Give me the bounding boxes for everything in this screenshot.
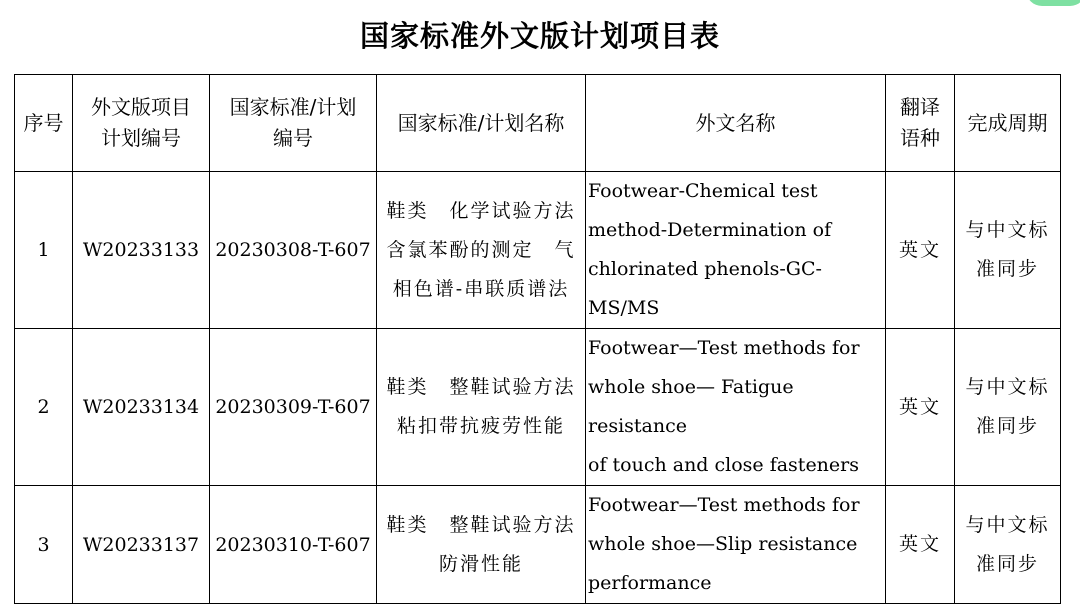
std-name-line: 粘扣带抗疲劳性能 (396, 415, 565, 437)
cell-plan-no: W20233137 (73, 486, 210, 604)
corner-decoration (1026, 0, 1080, 6)
period-line: 与中文标 (965, 219, 1050, 241)
header-std-no-line2: 编号 (273, 126, 313, 150)
period-line: 准同步 (975, 552, 1039, 575)
cell-std-no: 20230308-T-607 (210, 172, 377, 329)
cell-language: 英文 (886, 486, 955, 604)
cell-std-name (377, 329, 586, 486)
table-row (15, 329, 1061, 486)
header-seq-label: 序号 (23, 110, 64, 135)
cell-plan-no: W20233133 (73, 172, 210, 329)
header-foreign-name (586, 75, 886, 172)
foreign-name-line: method-Determination of (588, 219, 832, 241)
period-line: 准同步 (975, 415, 1039, 437)
header-language (886, 75, 955, 172)
header-std-name-label: 国家标准/计划名称 (397, 110, 565, 135)
header-language-line1: 翻译 (900, 95, 940, 119)
header-language-line2: 语种 (900, 126, 940, 150)
std-name-line: 鞋类 整鞋试验方法 (386, 376, 576, 398)
foreign-name-line: whole shoe— Fatigue resistance (588, 376, 794, 437)
header-std-no-line1: 国家标准/计划 (229, 95, 357, 119)
foreign-name-line: Footwear-Chemical test (588, 180, 818, 202)
foreign-name-line: Footwear—Test methods for (588, 337, 860, 359)
header-period-label: 完成周期 (967, 110, 1048, 135)
cell-std-no: 20230309-T-607 (210, 329, 377, 486)
cell-period (955, 486, 1061, 604)
cell-foreign-name (586, 329, 886, 486)
header-std-name (377, 75, 586, 172)
period-line: 准同步 (975, 258, 1039, 280)
header-seq (15, 75, 73, 172)
cell-plan-no: W20233134 (73, 329, 210, 486)
cell-seq: 3 (15, 486, 73, 604)
header-plan-no-line1: 外文版项目 (91, 95, 191, 119)
table-row (15, 486, 1061, 604)
std-name-line: 鞋类 化学试验方法 (386, 199, 576, 222)
period-line: 与中文标 (965, 376, 1050, 398)
cell-language: 英文 (886, 329, 955, 486)
cell-seq: 2 (15, 329, 73, 486)
cell-seq: 1 (15, 172, 73, 329)
cell-foreign-name (586, 172, 886, 329)
cell-std-name (377, 486, 586, 604)
foreign-name-line: chlorinated phenols-GC-MS/MS (588, 258, 822, 319)
std-name-line: 鞋类 整鞋试验方法 (386, 513, 576, 536)
cell-period (955, 329, 1061, 486)
plan-table (14, 74, 1061, 604)
cell-foreign-name (586, 486, 886, 604)
std-name-line: 相色谱-串联质谱法 (392, 277, 570, 300)
foreign-name-line: of touch and close fasteners (588, 454, 860, 476)
header-foreign-name-label: 外文名称 (695, 110, 776, 135)
foreign-name-line: Footwear—Test methods for (588, 494, 860, 516)
period-line: 与中文标 (965, 513, 1050, 536)
std-name-line: 防滑性能 (438, 552, 523, 575)
table-row (15, 172, 1061, 329)
std-name-line: 含氯苯酚的测定 气 (386, 238, 576, 261)
foreign-name-line: performance (588, 572, 712, 594)
header-plan-no (73, 75, 210, 172)
cell-period (955, 172, 1061, 329)
cell-std-name (377, 172, 586, 329)
header-period (955, 75, 1061, 172)
header-std-no (210, 75, 377, 172)
table-header-row (15, 75, 1061, 172)
foreign-name-line: whole shoe—Slip resistance (588, 533, 858, 555)
cell-std-no: 20230310-T-607 (210, 486, 377, 604)
page-title: 国家标准外文版计划项目表 (359, 19, 720, 53)
cell-language: 英文 (886, 172, 955, 329)
header-plan-no-line2: 计划编号 (101, 126, 181, 150)
